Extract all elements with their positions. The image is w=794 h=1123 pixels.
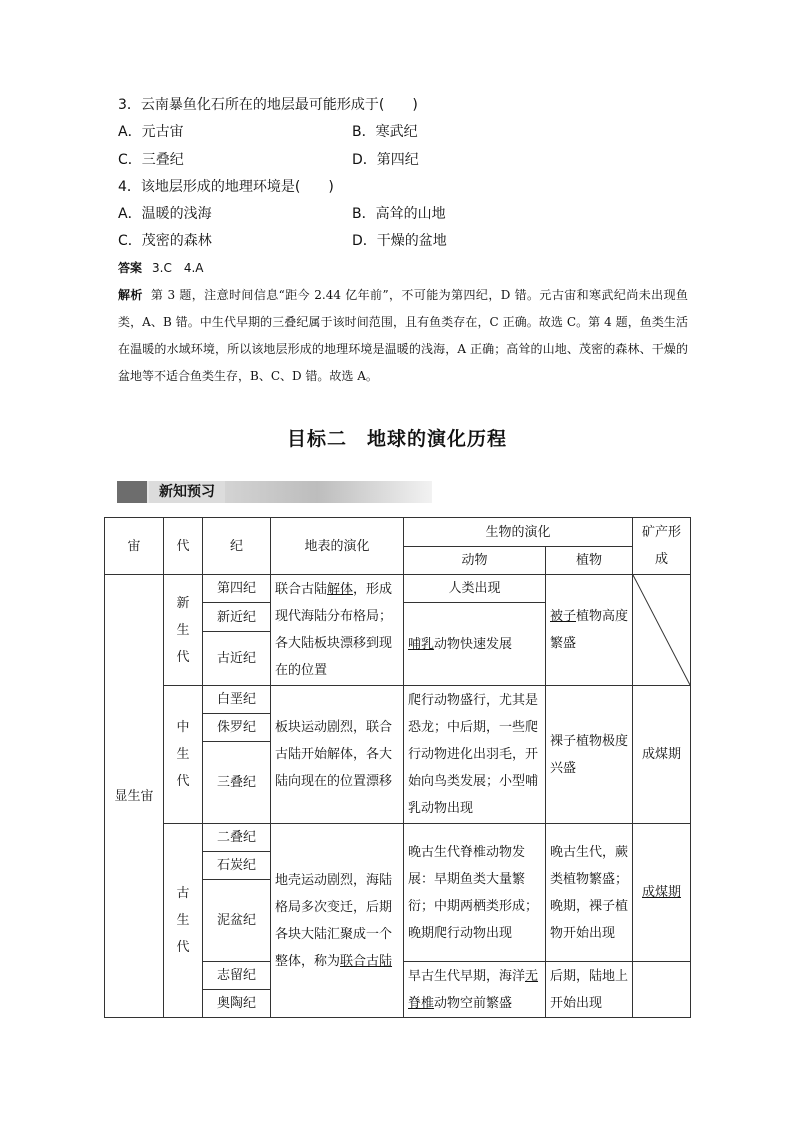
paleozoic-mineral: 成煤期 <box>633 824 691 962</box>
paleozoic-animal-early-underline: 无脊椎 <box>408 968 539 1011</box>
q4-option-b: B．高耸的山地 <box>352 206 446 222</box>
header-period: 纪 <box>203 518 271 575</box>
answer-line <box>118 259 204 277</box>
paleozoic-surface <box>271 824 404 1018</box>
answer-value: 3.C 4.A <box>152 261 204 275</box>
cenozoic-animal-mammal <box>404 603 546 686</box>
cenozoic-animal-underline: 哺乳 <box>408 636 435 652</box>
mesozoic-surface: 板块运动剧烈，联合古陆开始解体，各大陆向现在的位置漂移 <box>271 686 404 824</box>
mesozoic-plant: 裸子植物极度兴盛 <box>546 686 633 824</box>
earth-evolution-table <box>104 517 691 1018</box>
paleozoic-animal-early-post: 动物空前繁盛 <box>434 995 513 1011</box>
q4-option-a: A．温暖的浅海 <box>118 206 212 222</box>
period-permian: 二叠纪 <box>203 824 271 852</box>
diagonal-slash-icon <box>633 575 690 685</box>
paleozoic-plant-early: 后期，陆地上开始出现 <box>546 962 633 1018</box>
cenozoic-surface-post: ，形成现代海陆分布格局；各大陆板块漂移到现在的位置 <box>275 582 393 678</box>
header-animal: 动物 <box>404 547 546 575</box>
era-mesozoic <box>164 686 203 824</box>
mesozoic-animal: 爬行动物盛行，尤其是恐龙；中后期，一些爬行动物进化出羽毛，开始向鸟类发展；小型哺乳动物出现 <box>404 686 546 824</box>
mesozoic-mineral: 成煤期 <box>633 686 691 824</box>
paleozoic-animal-early <box>404 962 546 1018</box>
preview-banner-label: 新知预习 <box>149 481 225 503</box>
period-quaternary: 第四纪 <box>203 575 271 603</box>
eon-phanerozoic: 显生宙 <box>105 575 164 1018</box>
q4-option-c: C．茂密的森林 <box>118 233 212 249</box>
header-plant: 植物 <box>546 547 633 575</box>
section-title: 目标二 地球的演化历程 <box>286 428 507 450</box>
period-cretaceous: 白垩纪 <box>203 686 271 714</box>
cenozoic-plant-post: 植物高度繁盛 <box>550 609 629 651</box>
era-cenozoic <box>164 575 203 686</box>
preview-banner <box>117 481 432 503</box>
era-mesozoic-label: 中生代 <box>176 720 190 789</box>
q4-option-d: D．干燥的盆地 <box>352 233 447 249</box>
cenozoic-surface-pre: 联合古陆 <box>275 582 328 597</box>
era-paleozoic <box>164 824 203 1018</box>
cenozoic-plant-underline: 被子 <box>550 609 577 624</box>
explanation-label: 解析 <box>118 288 143 302</box>
paleozoic-surface-pre: 地壳运动剧烈，海陆格局多次变迁，后期各块大陆汇聚成一个整体，称为 <box>275 872 393 969</box>
paleozoic-plant-late: 晚古生代，蕨类植物繁盛；晚期，裸子植物开始出现 <box>546 824 633 962</box>
paleozoic-mineral-empty <box>633 962 691 1018</box>
header-bio: 生物的演化 <box>404 518 633 547</box>
header-surface: 地表的演化 <box>271 518 404 575</box>
cenozoic-mineral-empty <box>633 575 691 686</box>
period-paleogene: 古近纪 <box>203 632 271 686</box>
period-devonian: 泥盆纪 <box>203 880 271 962</box>
period-triassic: 三叠纪 <box>203 742 271 824</box>
era-paleozoic-label: 古生代 <box>176 886 190 955</box>
paleozoic-animal-late: 晚古生代脊椎动物发展：早期鱼类大量繁衍；中期两栖类形成；晚期爬行动物出现 <box>404 824 546 962</box>
cenozoic-surface-underline: 解体 <box>327 582 354 597</box>
q3-option-c: C．三叠纪 <box>118 152 184 168</box>
question-3-stem: 3．云南暴鱼化石所在的地层最可能形成于( ) <box>118 97 418 113</box>
period-neogene: 新近纪 <box>203 603 271 632</box>
paleozoic-surface-underline: 联合古陆 <box>340 953 393 969</box>
cenozoic-animal-post: 动物快速发展 <box>434 636 513 652</box>
q3-option-d: D．第四纪 <box>352 152 419 168</box>
period-silurian: 志留纪 <box>203 962 271 990</box>
paleozoic-animal-early-pre: 早古生代早期，海洋 <box>408 968 526 984</box>
period-ordovician: 奥陶纪 <box>203 990 271 1018</box>
cenozoic-plant <box>546 575 633 686</box>
cenozoic-animal-human: 人类出现 <box>404 575 546 603</box>
q3-option-a: A．元古宙 <box>118 124 184 140</box>
question-4-stem: 4．该地层形成的地理环境是( ) <box>118 179 334 195</box>
explanation-text: 第 3 题，注意时间信息“距今 2.44 亿年前”，不可能为第四纪，D 错。元古宙和寒武纪尚未出现鱼类，A、B 错。中生代早期的三叠纪属于该时间范围，且有鱼类存在，C 正确。故选 C。第 4 题，鱼类生活在温暖的水域环境，所以该地层形成的地理环境是温暖的浅海，A 正确；高耸的山地、茂密的森林、干燥的盆地等不适合鱼类生存，B、C、D 错。故选 A。 <box>118 288 688 383</box>
explanation <box>118 282 688 390</box>
header-mineral: 矿产形成 <box>633 518 691 575</box>
cenozoic-surface <box>271 575 404 686</box>
header-era: 代 <box>164 518 203 575</box>
answer-label: 答案 <box>118 261 143 275</box>
period-carboniferous: 石炭纪 <box>203 852 271 880</box>
period-jurassic: 侏罗纪 <box>203 714 271 742</box>
q3-option-b: B．寒武纪 <box>352 124 418 140</box>
era-cenozoic-label: 新生代 <box>176 595 190 665</box>
header-eon: 宙 <box>105 518 164 575</box>
